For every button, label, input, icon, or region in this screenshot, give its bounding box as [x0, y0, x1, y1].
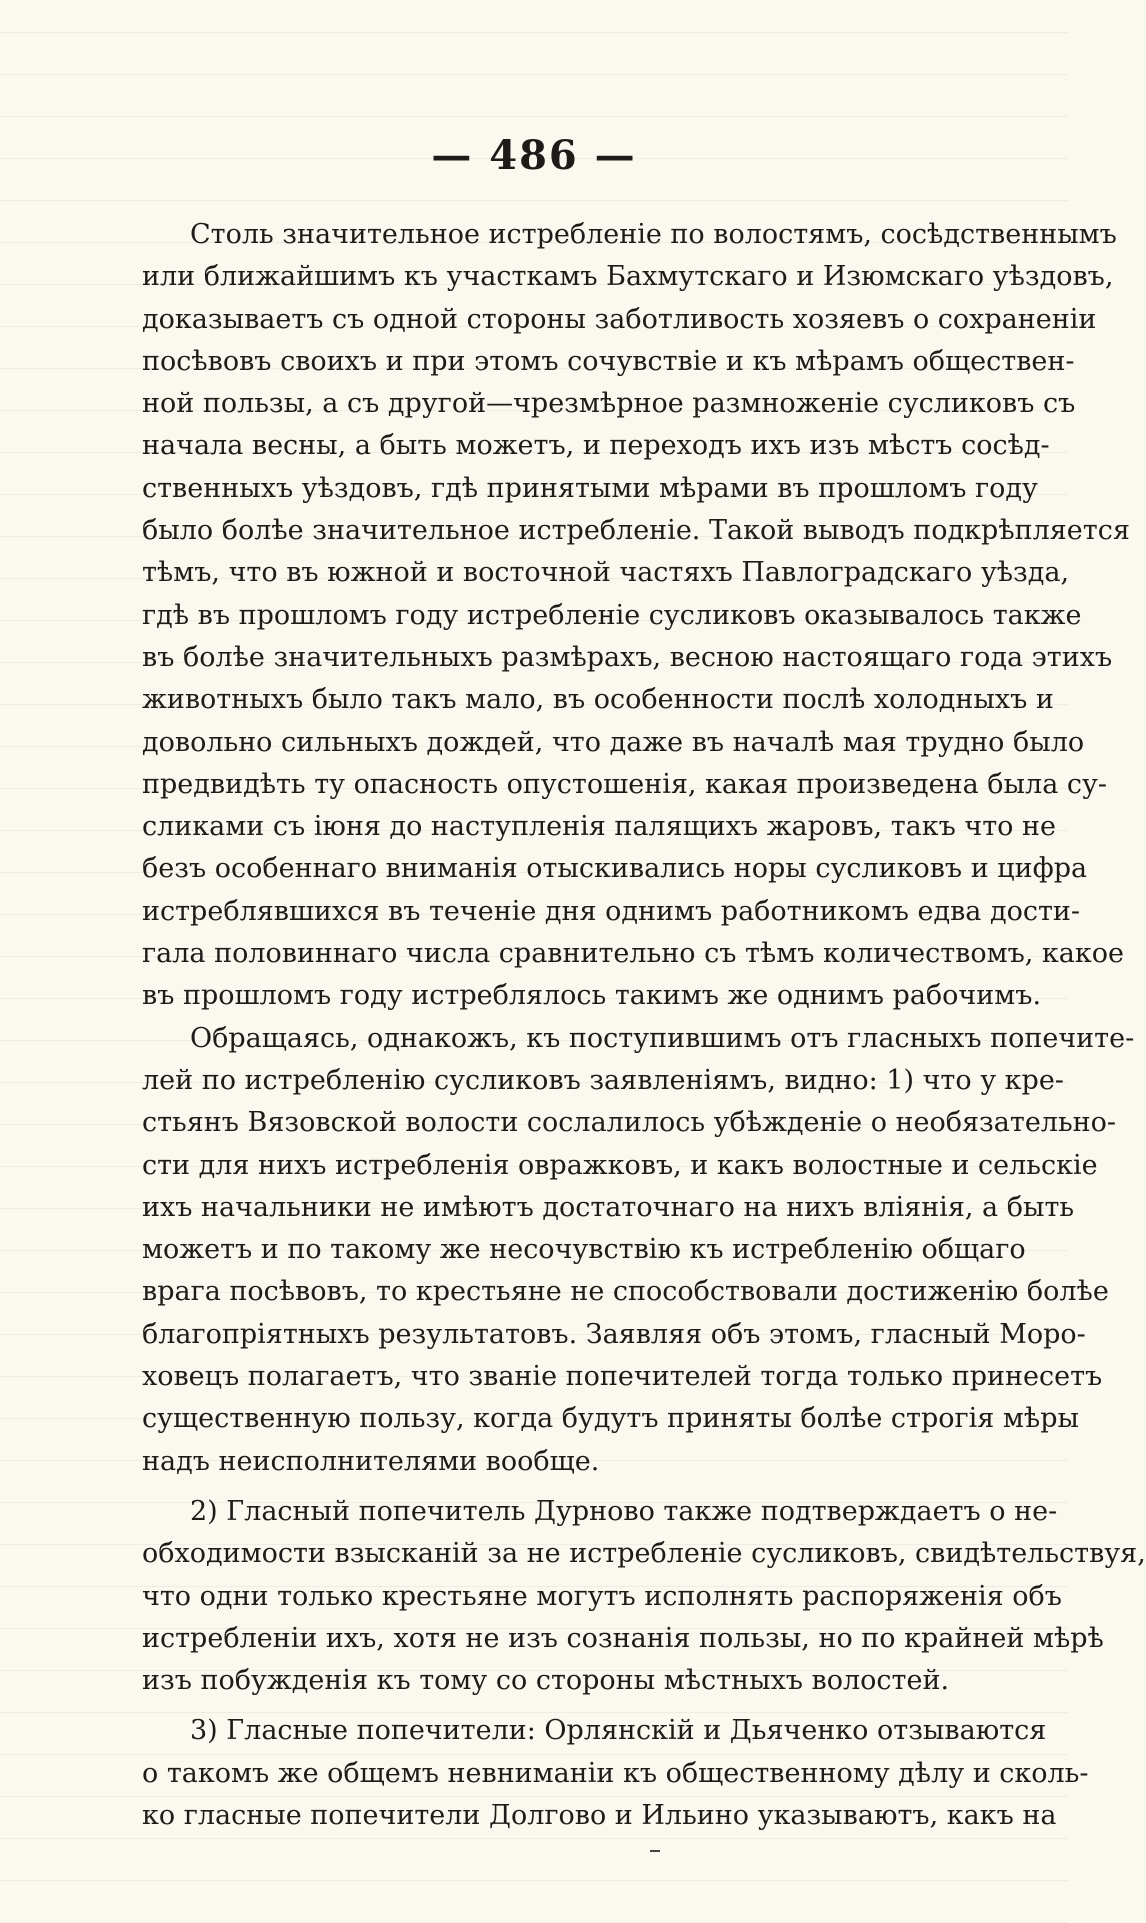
text-line: надъ неисполнителями вообще.: [142, 1445, 600, 1477]
text-line: существенную пользу, когда будутъ приняты болѣе строгія мѣры: [142, 1403, 1079, 1435]
text-line: было болѣе значительное истребленіе. Такой выводъ подкрѣпляется: [142, 515, 1130, 547]
text-line: врага посѣвовъ, то крестьяне не способствовали достиженію болѣе: [142, 1276, 1109, 1308]
text-line: гдѣ въ прошломъ году истребленіе сусликовъ оказывалось также: [142, 599, 1082, 631]
paragraph-1: [142, 214, 1130, 1018]
text-line: 3) Гласные попечители: Орлянскій и Дьяченко отзываются: [190, 1715, 1047, 1747]
text-line: истребленіи ихъ, хотя не изъ сознанія пользы, но по крайней мѣрѣ: [142, 1622, 1104, 1654]
text-line: или ближайшимъ къ участкамъ Бахмутскаго и Изюмскаго уѣздовъ,: [142, 261, 1114, 293]
paragraph-2: [142, 1018, 1135, 1483]
text-line: ственныхъ уѣздовъ, гдѣ принятыми мѣрами въ прошломъ году: [142, 472, 1038, 504]
text-line: животныхъ было такъ мало, въ особенности послѣ холодныхъ и: [142, 684, 1054, 716]
page-number: — 486 —: [431, 132, 637, 179]
text-line: гала половиннаго числа сравнительно съ тѣмъ количествомъ, какое: [142, 938, 1125, 970]
text-line: ихъ начальники не имѣютъ достаточнаго на нихъ вліянія, а быть: [142, 1191, 1075, 1223]
text-line: довольно сильныхъ дождей, что даже въ началѣ мая трудно было: [142, 726, 1085, 758]
text-line: ховецъ полагаетъ, что званіе попечителей тогда только принесетъ: [142, 1361, 1103, 1393]
body-text: [142, 214, 1146, 1837]
text-line: о такомъ же общемъ невниманіи къ общественному дѣлу и сколь-: [142, 1757, 1089, 1789]
text-line: Столь значительное истребленіе по волостямъ, сосѣдственнымъ: [190, 219, 1117, 250]
text-line: ной пользы, а съ другой—чрезмѣрное размноженіе сусликовъ съ: [142, 388, 1076, 420]
text-line: стьянъ Вязовской волости сослалилось убѣжденіе о необязательно-: [142, 1107, 1117, 1139]
text-line: что одни только крестьяне могутъ исполнять распоряженія объ: [142, 1580, 1062, 1612]
text-line: посѣвовъ своихъ и при этомъ сочувствіе и къ мѣрамъ обществен-: [142, 345, 1075, 377]
text-line: начала весны, а быть можетъ, и переходъ ихъ изъ мѣстъ сосѣд-: [142, 430, 1050, 462]
paragraph-3: [142, 1491, 1146, 1702]
paragraph-4: [142, 1710, 1089, 1837]
print-mark: [650, 1850, 660, 1852]
text-line: сликами съ іюня до наступленія палящихъ жаровъ, такъ что не: [142, 811, 1056, 843]
text-line: доказываетъ съ одной стороны заботливость хозяевъ о сохраненіи: [142, 303, 1097, 335]
text-line: тѣмъ, что въ южной и восточной частяхъ Павлоградскаго уѣзда,: [142, 557, 1070, 589]
text-line: сти для нихъ истребленія овражковъ, и какъ волостные и сельскіе: [142, 1149, 1098, 1181]
text-line: въ прошломъ году истреблялось такимъ же однимъ рабочимъ.: [142, 980, 1042, 1012]
text-line: благопріятныхъ результатовъ. Заявляя объ этомъ, гласный Моро-: [142, 1318, 1086, 1350]
text-line: можетъ и по такому же несочувствію къ истребленію общаго: [142, 1234, 1026, 1266]
text-line: предвидѣть ту опасность опустошенія, какая произведена была су-: [142, 768, 1108, 800]
text-line: Обращаясь, однакожъ, къ поступившимъ отъ гласныхъ попечите-: [190, 1022, 1135, 1054]
text-line: лей по истребленію сусликовъ заявленіямъ, видно: 1) что у кре-: [142, 1064, 1064, 1096]
paragraph-gap: [142, 1702, 1022, 1710]
text-line: истреблявшихся въ теченіе дня однимъ работникомъ едва дости-: [142, 895, 1081, 927]
text-line: обходимости взысканій за не истребленіе сусликовъ, свидѣтельствуя,: [142, 1538, 1146, 1570]
text-line: безъ особеннаго вниманія отыскивались норы сусликовъ и цифра: [142, 853, 1088, 885]
text-line: ко гласные попечители Долгово и Ильино указываютъ, какъ на: [142, 1799, 1057, 1831]
paragraph-gap: [142, 1483, 1022, 1491]
text-line: изъ побужденія къ тому со стороны мѣстныхъ волостей.: [142, 1665, 950, 1697]
text-line: въ болѣе значительныхъ размѣрахъ, весною настоящаго года этихъ: [142, 641, 1113, 673]
text-line: 2) Гласный попечитель Дурново также подтверждаетъ о не-: [190, 1495, 1058, 1527]
